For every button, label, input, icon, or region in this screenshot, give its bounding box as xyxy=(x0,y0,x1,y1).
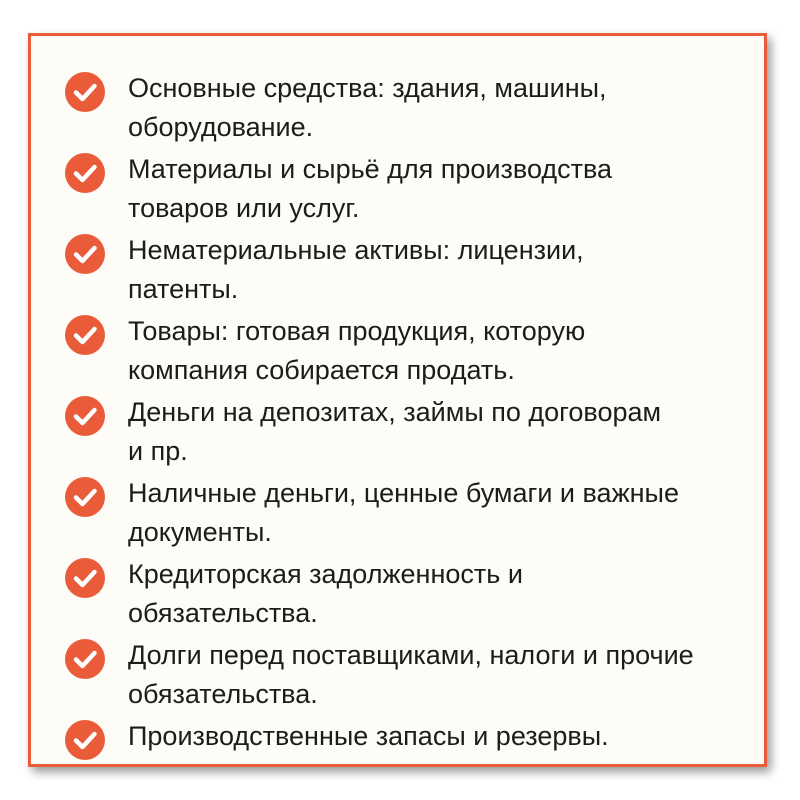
check-circle-icon xyxy=(65,72,105,112)
list-item-text: Производственные запасы и резервы. xyxy=(128,721,609,751)
check-circle-icon xyxy=(65,639,105,679)
list-item xyxy=(65,474,764,555)
list-item xyxy=(65,636,764,717)
check-circle-icon xyxy=(65,477,105,517)
list-item-text: Товары: готовая продукция, которую компания собирается продать. xyxy=(128,316,586,385)
check-circle-icon xyxy=(65,234,105,274)
checklist xyxy=(65,69,764,757)
list-item xyxy=(65,312,764,393)
list-item xyxy=(65,717,764,757)
list-item-text: Наличные деньги, ценные бумаги и важные документы. xyxy=(128,478,679,547)
list-item-text: Кредиторская задолженность и обязательства. xyxy=(128,559,523,628)
list-item-text: Деньги на депозитах, займы по договорам и пр. xyxy=(128,397,662,466)
list-item-text: Долги перед поставщиками, налоги и прочие обязательства. xyxy=(128,640,694,709)
check-circle-icon xyxy=(65,558,105,598)
content-card xyxy=(28,33,767,767)
list-item-text: Основные средства: здания, машины, оборудование. xyxy=(128,73,607,142)
list-item xyxy=(65,555,764,636)
check-circle-icon xyxy=(65,315,105,355)
list-item-text: Материалы и сырьё для производства товаров или услуг. xyxy=(128,154,613,223)
check-circle-icon xyxy=(65,153,105,193)
list-item xyxy=(65,69,764,150)
list-item xyxy=(65,150,764,231)
list-item-text: Нематериальные активы: лицензии, патенты. xyxy=(128,235,584,304)
check-circle-icon xyxy=(65,720,105,760)
list-item xyxy=(65,393,764,474)
check-circle-icon xyxy=(65,396,105,436)
list-item xyxy=(65,231,764,312)
